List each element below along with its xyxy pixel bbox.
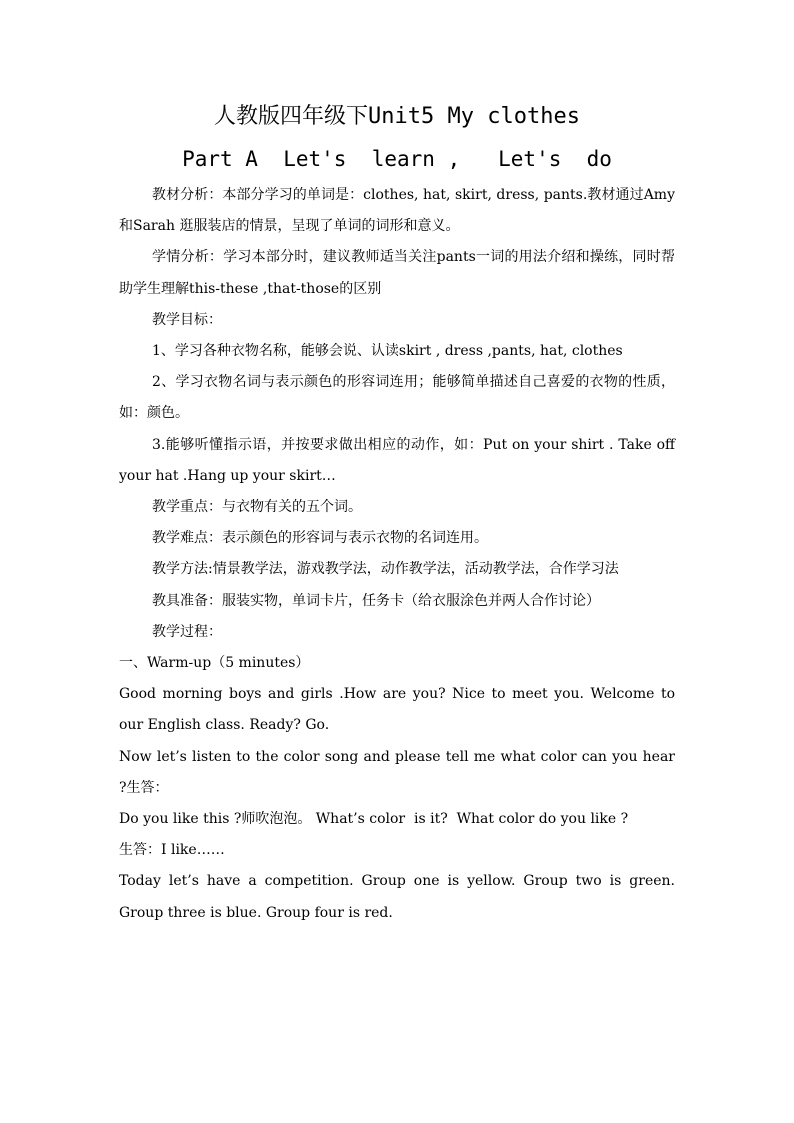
paragraph-greeting: Good morning boys and girls .How are you? Nice to meet you. Welcome to our English class. Ready? Go. (119, 686, 675, 734)
paragraph-methods: 教学方法:情景教学法，游戏教学法，动作教学法，活动教学法，合作学习法 (152, 561, 619, 578)
paragraph-learner-analysis: 学情分析：学习本部分时，建议教师适当关注pants一词的用法介绍和操练，同时帮助学生理解this-these ,that-those的区别 (119, 249, 675, 297)
paragraph-teaching-goals-heading: 教学目标： (152, 311, 222, 328)
paragraph-goal-1: 1、学习各种衣物名称，能够会说、认读skirt , dress ,pants, hat, clothes (152, 343, 623, 360)
paragraph-key-points: 教学重点：与衣物有关的五个词。 (152, 499, 362, 516)
document-subtitle: Part A Let's learn , Let's do (182, 147, 612, 171)
paragraph-goal-2: 2、学习衣物名词与表示颜色的形容词连用；能够简单描述自己喜爱的衣物的性质，如：颜色。 (119, 374, 675, 422)
paragraph-competition: Today let’s have a competition. Group one is yellow. Group two is green. Group three is blue. Group four is red. (119, 873, 675, 921)
paragraph-goal-3: 3.能够听懂指示语，并按要求做出相应的动作，如：Put on your shirt . Take off your hat .Hang up your skirt… (119, 436, 675, 484)
document-title: 人教版四年级下Unit5 My clothes (214, 104, 580, 129)
paragraph-bubbles: Do you like this ?师吹泡泡。 What’s color is it? What color do you like ? (119, 811, 629, 828)
paragraph-process-heading: 教学过程： (152, 623, 222, 640)
paragraph-materials: 教具准备：服装实物，单词卡片，任务卡（给衣服涂色并两人合作讨论） (152, 592, 600, 609)
paragraph-material-analysis: 教材分析：本部分学习的单词是：clothes, hat, skirt, dress, pants.教材通过Amy和Sarah 逛服装店的情景，呈现了单词的词形和意义。 (119, 187, 675, 235)
document-body (119, 180, 675, 929)
paragraph-color-song: Now let’s listen to the color song and please tell me what color can you hear ?生答： (119, 748, 675, 796)
paragraph-difficulties: 教学难点：表示颜色的形容词与表示衣物的名词连用。 (152, 530, 488, 547)
paragraph-student-answer: 生答：I like…… (119, 842, 225, 859)
paragraph-warm-up-heading: 一、Warm-up（5 minutes） (119, 655, 310, 672)
